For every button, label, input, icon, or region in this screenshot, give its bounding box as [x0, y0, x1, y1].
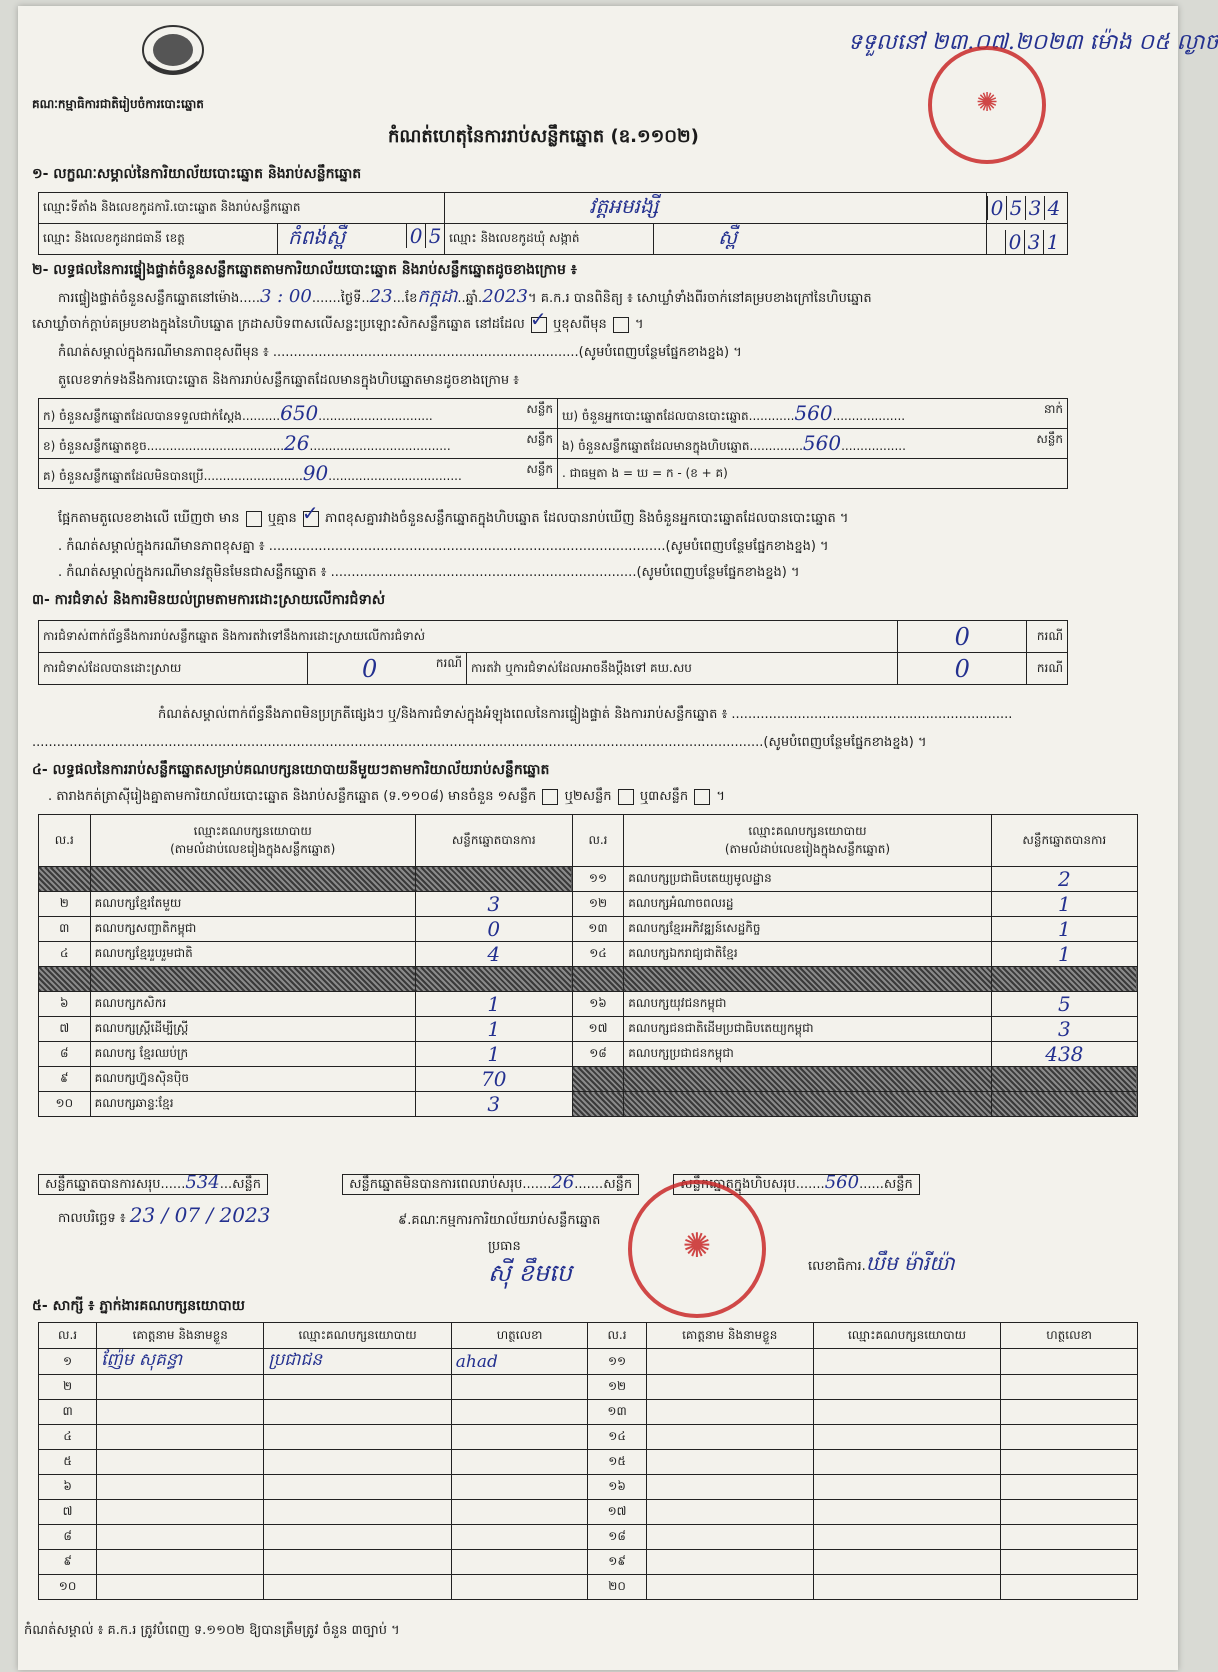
witness-name — [646, 1425, 813, 1450]
commune-code: 0 3 1 — [987, 224, 1068, 255]
witness-signature — [1001, 1375, 1138, 1400]
party-name: គណបក្សអំណាចពលរដ្ឋ — [624, 892, 991, 917]
witness-party — [813, 1525, 1000, 1550]
witness-number: ៧ — [39, 1500, 97, 1525]
two-sheet-checkbox[interactable] — [618, 789, 634, 805]
seal-line: សោឃ្លាំចាក់ក្ដាប់គម្របខាងក្នុងនៃហិបឆ្នោត ក្រដាសបិទពាសលើសន្លះប្រឡោះសិកសន្លឹកឆ្នោត នៅដដែល ✓ ឬខុសពីមុន ។ — [32, 306, 644, 332]
section2-title: ២- លទ្ធផលនៃការផ្ទៀងផ្ទាត់ចំនួនសន្លឹកឆ្នោតតាមការិយាល័យបោះឆ្នោត និងរាប់សន្លឹកឆ្នោតដូចខាងក្រោម ៖ — [32, 262, 577, 278]
total-invalid-value: 26 — [551, 1172, 575, 1193]
secretary-signature: ឃឹម ម៉ារីយ៉ា — [865, 1251, 955, 1275]
polling-station-value: វត្តអមរង្សី — [589, 194, 659, 218]
witness-number: ១១ — [588, 1349, 646, 1375]
footer-note: កំណត់សម្គាល់ ៖ គ.ក.រ ត្រូវបំពេញ ទ.១១០២ ឱ្យបានត្រឹមត្រូវ ចំនួន ៣ច្បាប់ ។ — [24, 1623, 400, 1638]
emblem-icon — [138, 22, 208, 78]
witness-party — [813, 1375, 1000, 1400]
witness-name — [97, 1475, 264, 1500]
date-line: កាលបរិច្ឆេទ ៖ 23 / 07 / 2023 — [58, 1203, 271, 1227]
foreign-object-note: . កំណត់សម្គាល់ក្នុងករណីមានវត្ថុមិនមែនជាសន្លឹកឆ្នោត ៖ ..........................................................................(សូមបំពេញបន្ថែមផ្នែកខាងខ្នង) ។ — [58, 565, 800, 580]
witness-signature — [1001, 1475, 1138, 1500]
totals-line: សន្លឹកឆ្នោតបានការសរុប......534...សន្លឹក សន្លឹកឆ្នោតមិនបានការពេលរាប់សរុប.......26.......សន្លឹក សន្លឹកឆ្នោតក្នុងហិបសរុប.......560......សន្លឹក — [38, 1174, 1138, 1194]
witness-party — [813, 1425, 1000, 1450]
witness-name — [646, 1450, 813, 1475]
witness-name — [646, 1400, 813, 1425]
results-row — [39, 1017, 1138, 1042]
witness-row — [39, 1550, 1138, 1575]
witness-number: ៣ — [39, 1400, 97, 1425]
party-name: គណបក្សសញ្ជាតិកម្ពុជា — [90, 917, 415, 942]
ballots-in-box-value: 560 — [802, 431, 842, 455]
party-votes: 1 — [415, 1042, 572, 1067]
witness-party — [264, 1475, 451, 1500]
results-row — [39, 892, 1138, 917]
witness-party — [813, 1575, 1000, 1600]
witness-signature — [1001, 1575, 1138, 1600]
witness-number: ១៦ — [588, 1475, 646, 1500]
witness-number: ៥ — [39, 1450, 97, 1475]
party-number: ១២ — [572, 892, 624, 917]
changed-checkbox[interactable] — [613, 317, 629, 333]
party-name: គណបក្សខ្មែរតែមួយ — [90, 892, 415, 917]
witness-number: ២ — [39, 1375, 97, 1400]
witness-party — [264, 1400, 451, 1425]
signing-date: 23 / 07 / 2023 — [129, 1203, 271, 1227]
witness-number: ៦ — [39, 1475, 97, 1500]
difference-yes-checkbox[interactable] — [246, 511, 262, 527]
results-table: ល.រ ឈ្មោះគណបក្សនយោបាយ (តាមលំដាប់លេខរៀងក្នុងសន្លឹកឆ្នោត) សន្លឹកឆ្នោតបានការ ល.រ ឈ្មោះគណបក្សនយោបាយ (តាមលំដាប់លេខរៀងក្នុងសន្លឹកឆ្នោត) សន្លឹកឆ្នោតបានការ ១១ គណបក្សប្រជាធិបតេយ្យមូលដ្ឋាន 2 ២ គណបក្សខ្មែរតែមួយ 3 ១២ គណបក្សអំណាចពលរដ្ឋ 1 ៣ គណបក្សសញ្ជាតិកម្ពុជា 0 ១៣ គណបក្សខ្មែរអភិវឌ្ឍន៍សេដ្ឋកិច្ច 1 ៤ គណបក្សខ្មែររួបរួមជាតិ 4 ១៤ គណបក្សឯករាជ្យជាតិខ្មែរ 1 ៦ គណបក្សកសិករ 1 ១៦ គណបក្សយុវជនកម្ពុជា 5 ៧ គណបក្សស្ត្រីដើម្បីស្ត្រី 1 ១៧ គណបក្សជនជាតិដើមប្រជាធិបតេយ្យកម្ពុជា 3 ៨ គណបក្ស ខ្មែរឈប់ក្រ 1 ១៨ គណបក្សប្រជាជនកម្ពុជា 438 ៩ គណបក្សហ្វ៊ុនស៊ិនប៉ិច 70 ១០ គណបក្សឆាន្ទៈខ្មែរ 3 — [38, 814, 1138, 1117]
verify-year: 2023 — [482, 286, 528, 307]
appeal-value: 0 — [954, 654, 970, 683]
results-row — [39, 967, 1138, 992]
witness-number: ១៩ — [588, 1550, 646, 1575]
witness-party — [264, 1425, 451, 1450]
verify-time: 3 : 00 — [259, 286, 312, 307]
witness-row — [39, 1450, 1138, 1475]
witness-name — [97, 1450, 264, 1475]
party-name: គណបក្សយុវជនកម្ពុជា — [624, 992, 991, 1017]
party-name: គណបក្សប្រជាជនកម្ពុជា — [624, 1042, 991, 1067]
witness-name — [646, 1525, 813, 1550]
party-number: ២ — [39, 892, 91, 917]
witness-party — [264, 1525, 451, 1550]
witness-party — [813, 1400, 1000, 1425]
party-votes: 1 — [415, 992, 572, 1017]
objections-value: 0 — [954, 622, 970, 651]
party-name: គណបក្សស្ត្រីដើម្បីស្ត្រី — [90, 1017, 415, 1042]
party-number: ១០ — [39, 1092, 91, 1117]
witness-party — [813, 1550, 1000, 1575]
results-row — [39, 867, 1138, 892]
hatched-cell — [572, 1092, 624, 1117]
witness-name — [97, 1550, 264, 1575]
committee-name: គណៈកម្មាធិការជាតិរៀបចំការបោះឆ្នោត — [32, 97, 204, 111]
spoiled-ballots-value: 26 — [284, 431, 310, 455]
witness-signature — [1001, 1450, 1138, 1475]
hatched-cell — [572, 967, 624, 992]
witness-signature — [451, 1575, 588, 1600]
section3-title: ៣- ការជំទាស់ និងការមិនយល់ព្រមតាមការដោះស្រាយលើការជំទាស់ — [32, 592, 386, 608]
party-votes: 70 — [415, 1067, 572, 1092]
total-box-value: 560 — [824, 1172, 860, 1193]
witness-name — [646, 1349, 813, 1375]
party-votes: 1 — [991, 917, 1137, 942]
witness-row — [39, 1575, 1138, 1600]
form-title: កំណត់ហេតុនៃការរាប់សន្លឹកឆ្នោត (ឧ.១១០២) — [388, 126, 699, 147]
appeal-label: ការតវ៉ា ឬការជំទាស់ដែលអាចនឹងប្ដឹងទៅ គឃ.សប — [467, 653, 898, 685]
witness-number: ៤ — [39, 1425, 97, 1450]
total-valid-value: 534 — [185, 1172, 220, 1193]
witness-signature — [451, 1375, 588, 1400]
unused-ballots-value: 90 — [302, 461, 329, 485]
witness-signature — [1001, 1349, 1138, 1375]
party-name: គណបក្សហ្វ៊ុនស៊ិនប៉ិច — [90, 1067, 415, 1092]
witness-signature — [1001, 1500, 1138, 1525]
witness-signature — [1001, 1425, 1138, 1450]
witness-row — [39, 1425, 1138, 1450]
party-number: ១៨ — [572, 1042, 624, 1067]
party-number: ៤ — [39, 942, 91, 967]
results-row — [39, 917, 1138, 942]
difference-no-checkbox[interactable]: ✓ — [301, 500, 319, 525]
witness-number: ២០ — [588, 1575, 646, 1600]
section5-title: ៥- សាក្សី ៖ ភ្នាក់ងារគណបក្សនយោបាយ — [32, 1298, 246, 1314]
received-note: ទទួលនៅ ២៣.០៧.២០២៣ ម៉ោង ០៥ ល្ងាច — [848, 30, 1218, 55]
witness-signature — [451, 1525, 588, 1550]
form-sheet — [18, 6, 1218, 1670]
party-name: គណបក្ស ខ្មែរឈប់ក្រ — [90, 1042, 415, 1067]
polling-station-label: ឈ្មោះទីតាំង និងលេខកូដការិ.បោះឆ្នោត និងរាប់សន្លឹកឆ្នោត — [39, 193, 445, 224]
results-row — [39, 1067, 1138, 1092]
chair-label: ប្រធាន — [488, 1239, 521, 1254]
witness-row — [39, 1475, 1138, 1500]
witness-name — [646, 1575, 813, 1600]
witness-party — [264, 1375, 451, 1400]
hatched-cell — [572, 1067, 624, 1092]
party-name: គណបក្សខ្មែររួបរួមជាតិ — [90, 942, 415, 967]
section1-title: ១- លក្ខណៈសម្គាល់នៃការិយាល័យបោះឆ្នោត និងរាប់សន្លឹកឆ្នោត — [32, 166, 362, 182]
secretary-label: លេខាធិការ.ឃឹម ម៉ារីយ៉ា — [808, 1251, 955, 1275]
party-name: គណបក្សខ្មែរអភិវឌ្ឍន៍សេដ្ឋកិច្ច — [624, 917, 991, 942]
witness-party: ប្រជាជន — [264, 1349, 451, 1375]
verification-line: ការផ្ទៀងផ្ទាត់ចំនួនសន្លឹកឆ្នោតនៅម៉ោង.....3 : 00.......ថ្ងៃទី..23...ខែកក្កដា..ឆ្នាំ.2023។ គ.ក.រ បានពិនិត្យ ៖ សោឃ្លាំទាំងពីរចាក់នៅគម្របខាងក្រៅនៃហិបឆ្នោត — [58, 286, 872, 307]
witness-signature — [451, 1400, 588, 1425]
party-number: ៩ — [39, 1067, 91, 1092]
commune-label: ឈ្មោះ និងលេខកូដឃុំ សង្កាត់ — [445, 224, 654, 255]
witness-name — [97, 1575, 264, 1600]
three-sheet-checkbox[interactable] — [694, 789, 710, 805]
witness-number: ៨ — [39, 1525, 97, 1550]
witness-name — [646, 1550, 813, 1575]
party-name: គណបក្សកសិករ — [90, 992, 415, 1017]
party-name: គណបក្សឆាន្ទៈខ្មែរ — [90, 1092, 415, 1117]
objections-table: ការជំទាស់ពាក់ព័ន្ធនឹងការរាប់សន្លឹកឆ្នោត និងការតវ៉ាទៅនឹងការដោះស្រាយលើការជំទាស់ 0 ករណី ការជំទាស់ដែលបានដោះស្រាយ 0 ករណី ការតវ៉ា ឬការជំទាស់ដែលអាចនឹងប្ដឹងទៅ គឃ.សប 0 ករណី — [38, 620, 1068, 685]
witness-signature: ahad — [451, 1349, 588, 1375]
witness-signature — [451, 1450, 588, 1475]
witness-signature — [1001, 1525, 1138, 1550]
witness-name — [646, 1500, 813, 1525]
party-number: ៧ — [39, 1017, 91, 1042]
witness-number: ១៤ — [588, 1425, 646, 1450]
witness-name — [646, 1375, 813, 1400]
witness-signature — [451, 1550, 588, 1575]
unchanged-checkbox[interactable]: ✓ — [529, 306, 547, 331]
received-ballots-value: 650 — [280, 401, 319, 425]
witness-name: ញ៉ែម សុគន្ធា — [97, 1349, 264, 1375]
witness-row — [39, 1525, 1138, 1550]
figures-intro: តួលេខទាក់ទងនឹងការបោះឆ្នោត និងការរាប់សន្លឹកឆ្នោតដែលមានក្នុងហិបឆ្នោតមានដូចខាងក្រោម ៖ — [58, 373, 519, 388]
witness-party — [264, 1500, 451, 1525]
objections-label: ការជំទាស់ពាក់ព័ន្ធនឹងការរាប់សន្លឹកឆ្នោត និងការតវ៉ាទៅនឹងការដោះស្រាយលើការជំទាស់ — [39, 621, 898, 653]
party-votes: 0 — [415, 917, 572, 942]
committee-label: ៩.គណៈកម្មការការិយាល័យរាប់សន្លឹកឆ្នោត — [398, 1213, 601, 1228]
witness-number: ១២ — [588, 1375, 646, 1400]
party-votes: 1 — [415, 1017, 572, 1042]
witness-signature — [451, 1500, 588, 1525]
commune-value: ស្ពឺ — [718, 225, 738, 249]
party-number: ៨ — [39, 1042, 91, 1067]
party-votes: 1 — [991, 942, 1137, 967]
party-number: ៦ — [39, 992, 91, 1017]
province-value: កំពង់ស្ពឺ — [288, 225, 346, 249]
resolved-label: ការជំទាស់ដែលបានដោះស្រាយ — [39, 653, 308, 685]
witness-party — [264, 1575, 451, 1600]
party-name: គណបក្សជនជាតិដើមប្រជាធិបតេយ្យកម្ពុជា — [624, 1017, 991, 1042]
party-votes: 2 — [991, 867, 1137, 892]
witness-party — [813, 1500, 1000, 1525]
irregularity-note-cont: .................................................................................................................................................................................(សូមបំពេញបន្ថែមផ្នែកខាងខ្នង) ។ — [32, 735, 927, 750]
resolved-value: 0 — [362, 654, 378, 683]
section1-table: ឈ្មោះទីតាំង និងលេខកូដការិ.បោះឆ្នោត និងរាប់សន្លឹកឆ្នោត វត្តអមរង្សី 0 5 3 4 ឈ្មោះ និងលេខកូដរាជធានី ខេត្ត កំពង់ស្ពឺ 0 5 ឈ្មោះ និងលេខកូដឃុំ សង្កាត់ ស្ពឺ 0 3 1 — [38, 192, 1068, 255]
hatched-cell — [39, 867, 91, 892]
voters-voted-value: 560 — [794, 401, 833, 425]
witness-name — [97, 1525, 264, 1550]
witness-number: ១៣ — [588, 1400, 646, 1425]
witness-name — [97, 1400, 264, 1425]
witness-row — [39, 1500, 1138, 1525]
party-votes: 3 — [415, 892, 572, 917]
party-votes: 4 — [415, 942, 572, 967]
witness-party — [813, 1450, 1000, 1475]
verify-day: 23 — [369, 286, 393, 307]
witness-table: ល.រ គោត្តនាម និងនាមខ្លួន ឈ្មោះគណបក្សនយោបាយ ហត្ថលេខា ល.រ គោត្តនាម និងនាមខ្លួន ឈ្មោះគណបក្សនយោបាយ ហត្ថលេខា ១ ញ៉ែម សុគន្ធា ប្រជាជន ahad ១១ ២ ១២ ៣ ១៣ ៤ ១៤ ៥ ១៥ ៦ ១៦ ៧ ១៧ ៨ ១៨ ៩ ១៩ ១០ ២០ — [38, 1322, 1138, 1600]
witness-name — [646, 1475, 813, 1500]
committee-stamp-icon: ✺ — [628, 1180, 766, 1318]
witness-number: ១០ — [39, 1575, 97, 1600]
party-number: ១៤ — [572, 942, 624, 967]
party-votes: 3 — [415, 1092, 572, 1117]
received-stamp-icon: ✺ — [928, 46, 1046, 164]
irregularity-note: កំណត់សម្គាល់ពាក់ព័ន្ធនឹងភាពមិនប្រក្រតីផ្សេងៗ ឬ/និងការជំទាស់ក្នុងអំឡុងពេលនៃការផ្ទៀងផ្ទាត់ និងការរាប់សន្លឹកឆ្នោត ៖ .................................................................... — [158, 707, 1013, 722]
results-row — [39, 942, 1138, 967]
witness-signature — [451, 1425, 588, 1450]
witness-row — [39, 1349, 1138, 1375]
province-label: ឈ្មោះ និងលេខកូដរាជធានី ខេត្ត — [39, 224, 278, 255]
witness-number: ៩ — [39, 1550, 97, 1575]
party-number: ១៣ — [572, 917, 624, 942]
witness-signature — [1001, 1550, 1138, 1575]
party-name: គណបក្សឯករាជ្យជាតិខ្មែរ — [624, 942, 991, 967]
section4-title: ៤- លទ្ធផលនៃការរាប់សន្លឹកឆ្នោតសម្រាប់គណបក្សនយោបាយនីមួយៗតាមការិយាល័យរាប់សន្លឹកឆ្នោត — [32, 762, 550, 778]
results-row — [39, 1042, 1138, 1067]
witness-party — [264, 1550, 451, 1575]
witness-row — [39, 1375, 1138, 1400]
witness-row — [39, 1400, 1138, 1425]
witness-number: ១៨ — [588, 1525, 646, 1550]
results-row — [39, 1092, 1138, 1117]
witness-number: ១៥ — [588, 1450, 646, 1475]
witness-number: ១៧ — [588, 1500, 646, 1525]
party-number: ១៦ — [572, 992, 624, 1017]
change-note-line: កំណត់សម្គាល់ក្នុងករណីមានភាពខុសពីមុន ៖ ..........................................................................(សូមបំពេញបន្ថែមផ្នែកខាងខ្នង) ។ — [58, 345, 742, 360]
witness-name — [97, 1425, 264, 1450]
witness-name — [97, 1500, 264, 1525]
witness-party — [813, 1349, 1000, 1375]
difference-note: . កំណត់សម្គាល់ក្នុងករណីមានភាពខុសគ្នា ៖ ................................................................................................(សូមបំពេញបន្ថែមផ្នែកខាងខ្នង) ។ — [58, 539, 829, 554]
party-votes: 438 — [991, 1042, 1137, 1067]
one-sheet-checkbox[interactable] — [542, 789, 558, 805]
chair-signature: ស៊ី ខឹមបេ — [488, 1259, 572, 1287]
party-number: ១៧ — [572, 1017, 624, 1042]
polling-station-code: 0 5 3 4 — [987, 193, 1068, 224]
verify-month: កក្កដា — [417, 286, 458, 307]
witness-party — [813, 1475, 1000, 1500]
results-row — [39, 992, 1138, 1017]
witness-signature — [1001, 1400, 1138, 1425]
tally-sheet-line: . តារាងកត់ត្រាស៊ីរៀងគ្នាតាមការិយាល័យបោះឆ្នោត និងរាប់សន្លឹកឆ្នោត (ទ.១១០៨) មានចំនួន ១សន្លឹក ឬ២សន្លឹក ឬ៣សន្លឹក ។ — [48, 789, 725, 804]
witness-party — [264, 1450, 451, 1475]
party-number: ១១ — [572, 867, 624, 892]
figures-table: ក) ចំនួនសន្លឹកឆ្នោតដែលបានទទួលជាក់ស្ដែង..........650.............................. សន្លឹក ឃ) ចំនួនអ្នកបោះឆ្នោតដែលបានបោះឆ្នោត............560................... នាក់ ខ) ចំនួនសន្លឹកឆ្នោតខូច....................................26..................................... សន្លឹក ង) ចំនួនសន្លឹកឆ្នោតដែលមានក្នុងហិបឆ្នោត..............560................. សន្លឹក គ) ចំនួនសន្លឹកឆ្នោតដែលមិនបានប្រើ..........................90................................... សន្លឹក . ជាធម្មតា ង = ឃ = ក - (ខ + គ) — [38, 398, 1068, 489]
witness-number: ១ — [39, 1349, 97, 1375]
witness-signature — [451, 1475, 588, 1500]
party-votes: 1 — [991, 892, 1137, 917]
party-votes: 3 — [991, 1017, 1137, 1042]
witness-name — [97, 1375, 264, 1400]
compare-line: ផ្អែកតាមតួលេខខាងលើ ឃើញថា មាន ឬគ្មាន ✓ ភាពខុសគ្នារវាងចំនួនសន្លឹកឆ្នោតក្នុងហិបឆ្នោត ដែលបានរាប់ឃើញ និងចំនួនអ្នកបោះឆ្នោតដែលបានបោះឆ្នោត ។ — [58, 500, 849, 526]
party-number: ៣ — [39, 917, 91, 942]
hatched-cell — [39, 967, 91, 992]
party-votes: 5 — [991, 992, 1137, 1017]
party-name: គណបក្សប្រជាធិបតេយ្យមូលដ្ឋាន — [624, 867, 991, 892]
